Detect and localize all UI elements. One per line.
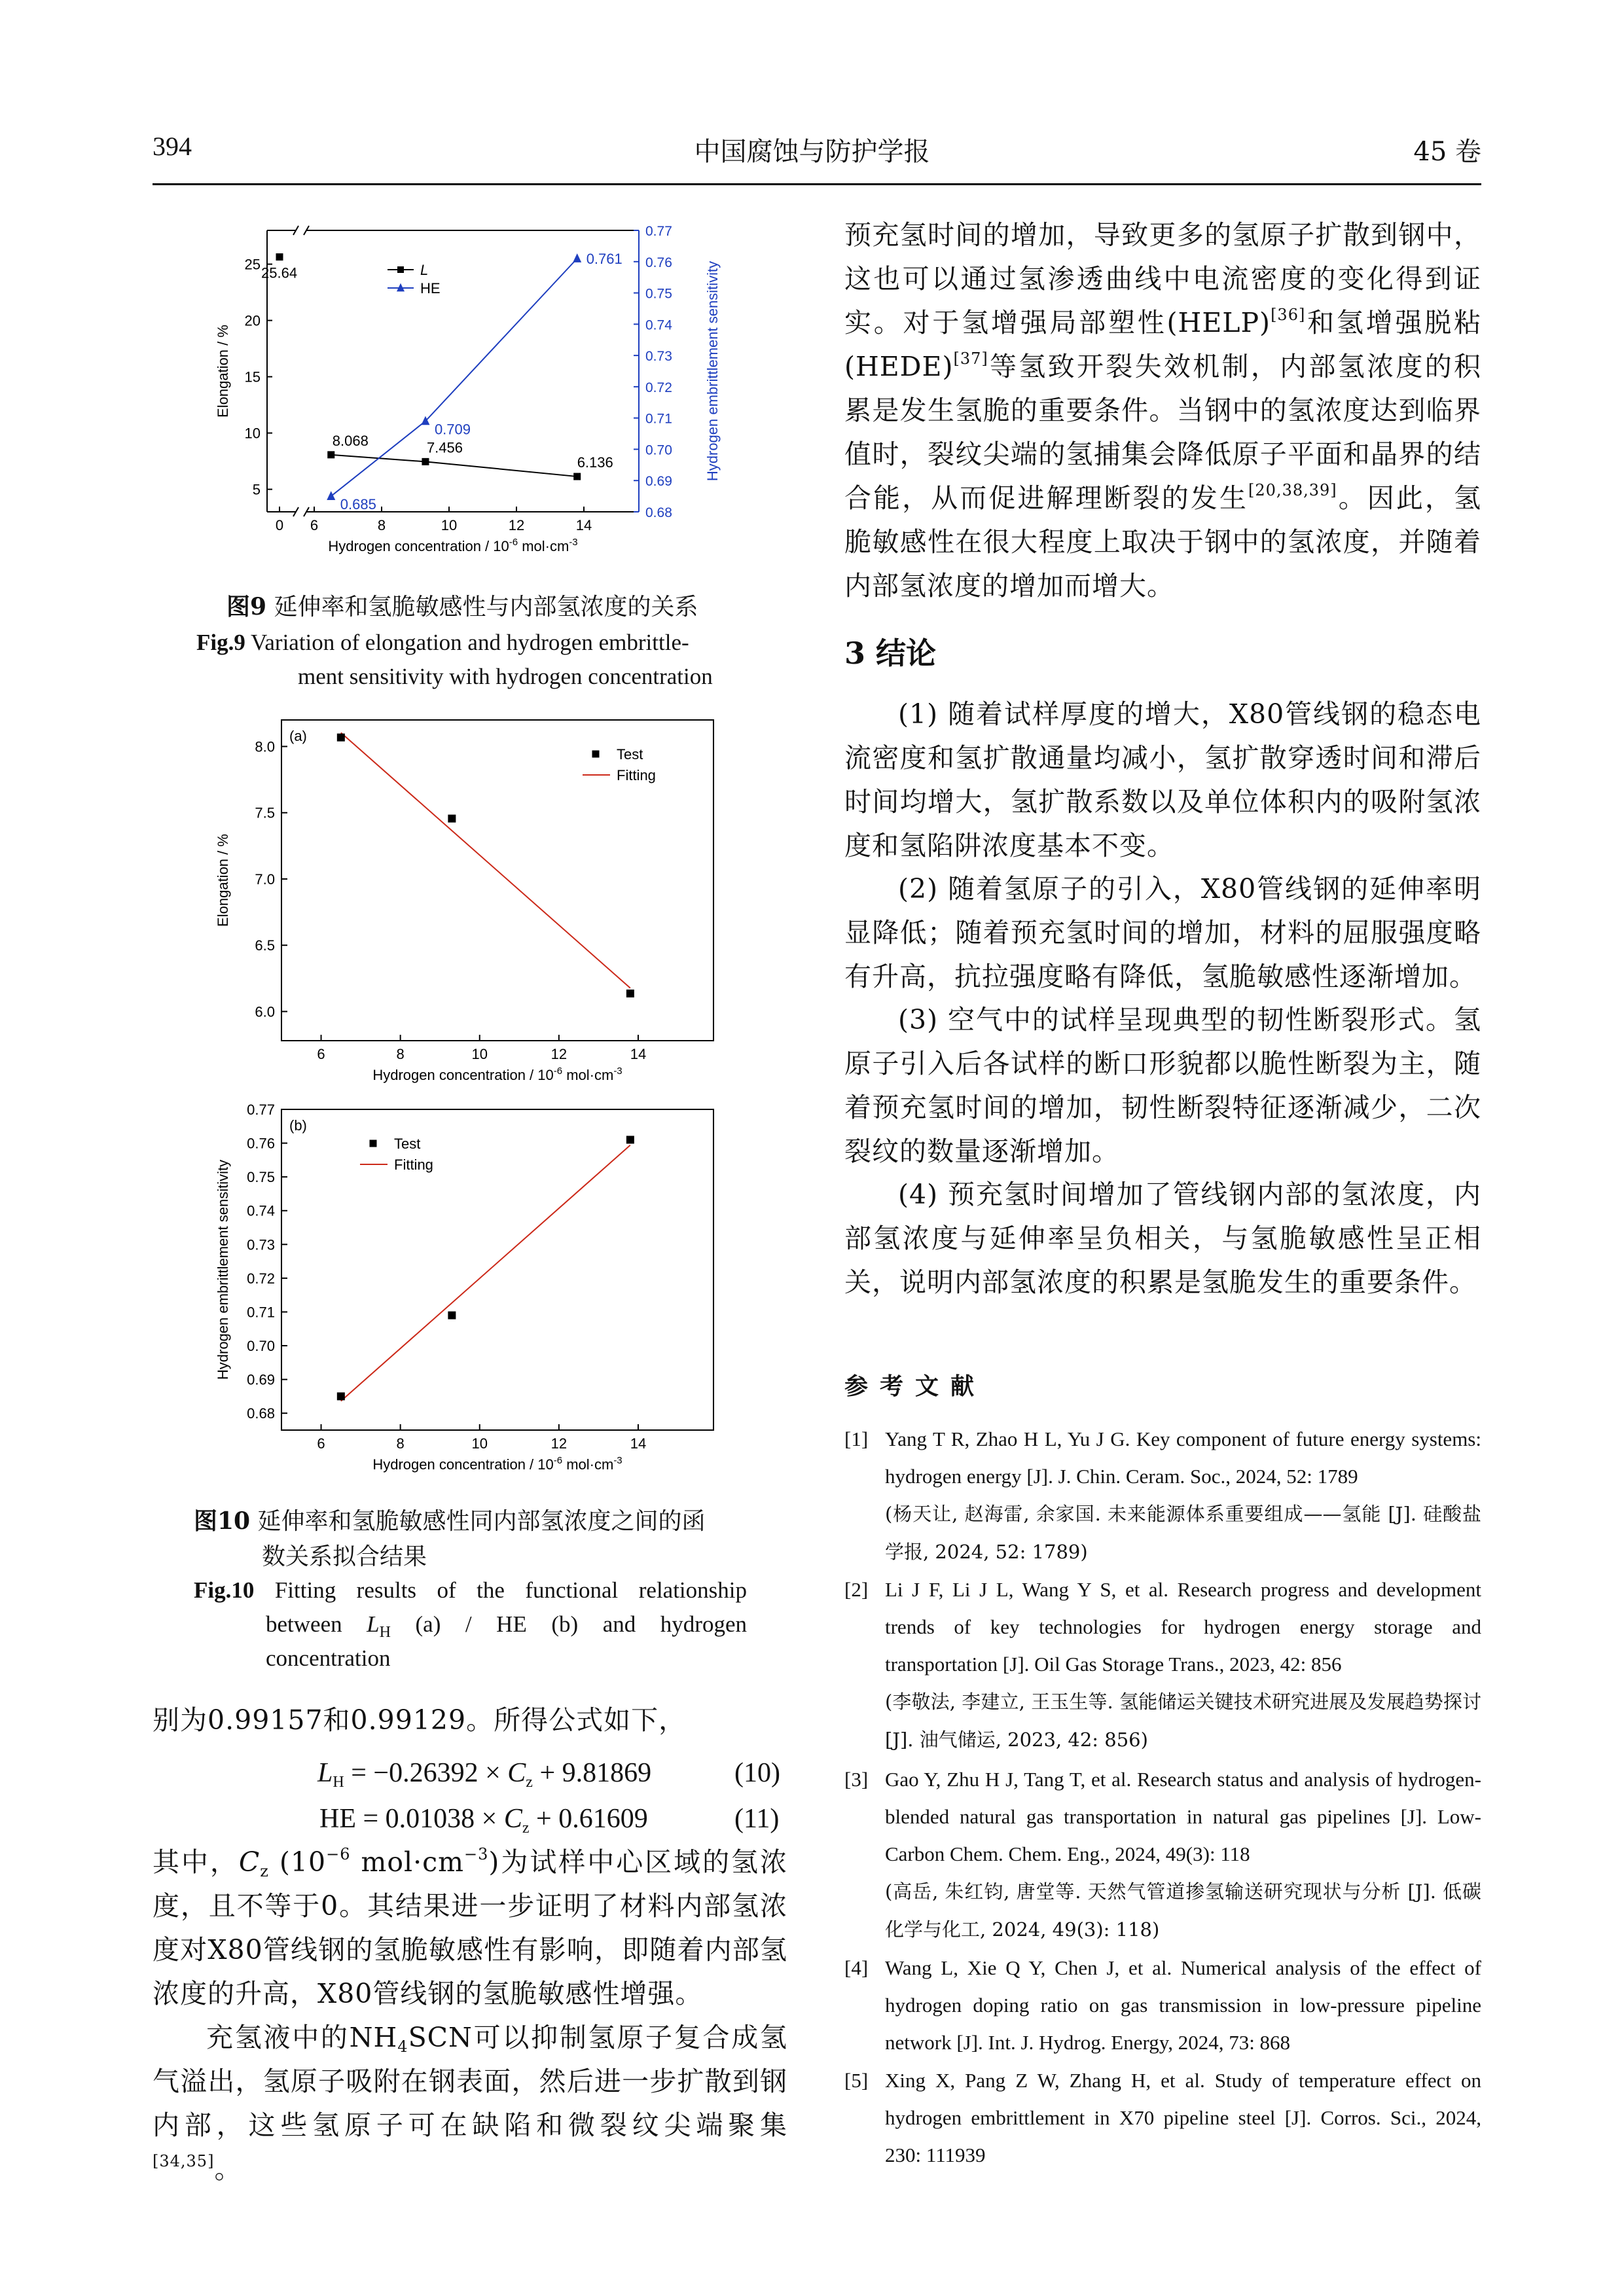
fig9-x-tick-label: 6	[310, 517, 319, 533]
fig10a-legend-fit-label: Fitting	[617, 767, 656, 783]
fig10a-panel-label: (a)	[289, 728, 307, 744]
fig10b-y-tick-label: 0.68	[247, 1405, 275, 1422]
fig9-y-left-tick-label: 25	[244, 256, 261, 273]
eq10-var-sub: z	[526, 1774, 533, 1791]
fig9-series-L-label: 6.136	[577, 454, 613, 471]
fig9-series-HE-point	[327, 491, 335, 500]
fig9-ylabel-left: Elongation / %	[215, 325, 231, 418]
eq10-tail: + 9.81869	[532, 1758, 652, 1788]
reference-5	[844, 2062, 1481, 2176]
rp1-sup2: [37]	[953, 350, 988, 368]
fig9-series-HE-point	[573, 253, 581, 262]
fig10a-y-tick-label: 8.0	[255, 738, 275, 755]
ref3-cn: (高岳, 朱红钧, 唐堂等. 天然气管道掺氢输送研究现状与分析 [J]. 低碳化学与化工, 2024, 49(3): 118)	[885, 1880, 1481, 1941]
fig9-y-right-tick-label: 0.77	[645, 224, 672, 239]
fig9-caption-en-line2: ment sensitivity with hydrogen concentration	[298, 664, 713, 689]
fig10b-legend-test-label: Test	[394, 1136, 421, 1152]
fig10a-legend-test-label: Test	[617, 746, 643, 762]
fig9-y-right-tick-label: 0.74	[645, 317, 672, 333]
fig10-caption-cn	[194, 1503, 783, 1575]
fig10b-legend-test-marker	[370, 1140, 377, 1147]
ref1-cn: (杨天让, 赵海雷, 余家国. 未来能源体系重要组成——氢能 [J]. 硅酸盐学报, 2024, 52: 1789)	[885, 1503, 1481, 1563]
left-paragraph-2	[153, 2016, 787, 2191]
fig9-caption-en-line1: Variation of elongation and hydrogen embrittle-	[245, 630, 689, 655]
page-number: 394	[153, 132, 192, 161]
conclusion-4: (4) 预充氢时间增加了管线钢内部的氢浓度，内部氢浓度与延伸率呈负相关，与氢脆敏感性呈正相关，说明内部氢浓度的积累是氢脆发生的重要条件。	[844, 1179, 1481, 1298]
fig10b-test-point	[337, 1392, 345, 1400]
eq11-var-sub: z	[522, 1820, 530, 1837]
ref3-en: Gao Y, Zhu H J, Tang T, et al. Research status and analysis of hydrogen-blended natural gas transportation in natural gas pipelines [J]. Low-Carbon Chem. Chem. Eng., 2024, 49(3): 118	[885, 1768, 1481, 1865]
fig10a-test-point	[448, 815, 456, 823]
right-paragraph-1	[844, 213, 1481, 608]
eq10-number: (10)	[734, 1758, 780, 1788]
fig10a-x-tick-label: 10	[471, 1046, 488, 1062]
fig10b-test-point	[626, 1136, 634, 1143]
fig10a-x-tick-label: 14	[630, 1046, 647, 1062]
lp1-c: mol·cm	[350, 1846, 465, 1878]
ref5-en: Xing X, Pang Z W, Zhang H, et al. Study of temperature effect on hydrogen embrittlement in X70 pipeline steel [J]. Corros. Sci., 2024, 230: 111939	[885, 2069, 1481, 2166]
fig9-chart	[209, 216, 733, 583]
fig10-caption-en-label: Fig.10	[194, 1577, 255, 1603]
lp1-d: )为试样中心区域的氢浓度，且不等于0。其结果进一步证明了材料内部氢浓度对X80管线钢的氢脆敏感性有影响，即随着内部氢浓度的升高，X80管线钢的氢脆敏感性增强。	[153, 1846, 788, 2009]
lp2-b: SCN可以抑制氢原子复合成氢气溢出，氢原子吸附在钢表面，然后进一步扩散到钢内部，这些氢原子可在缺陷和微裂纹尖端聚集	[153, 2022, 787, 2141]
fig9-legend-L-label: L	[420, 262, 429, 278]
fig9-y-right-tick-label: 0.76	[645, 255, 672, 270]
fig9-series-L-point	[573, 473, 581, 480]
eq10-rhs: = −0.26392 ×	[344, 1758, 508, 1788]
fig9-y-right-tick-label: 0.72	[645, 380, 672, 395]
eq11-number: (11)	[734, 1804, 780, 1834]
lp2-a: 充氢液中的NH	[206, 2022, 398, 2053]
fig10-caption-en-lh-sub: H	[379, 1624, 391, 1641]
fig10a-test-point	[626, 990, 634, 997]
fig9-y-left-tick-label: 20	[244, 312, 261, 329]
fig10b-y-tick-label: 0.70	[247, 1338, 275, 1355]
fig9-caption-en-label: Fig.9	[196, 630, 245, 655]
references-heading: 参考文献	[844, 1372, 986, 1400]
fig9-extra-point	[276, 253, 283, 260]
fig9-y-right-tick-label: 0.73	[645, 349, 672, 365]
equation-10	[317, 1757, 651, 1789]
fig10a-legend-test-marker	[592, 751, 600, 758]
reference-1	[844, 1420, 1481, 1571]
ref2-cn: (李敬法, 李建立, 王玉生等. 氢能储运关键技术研究进展及发展趋势探讨 [J]. 油气储运, 2023, 42: 856)	[885, 1691, 1481, 1751]
fig10a-y-tick-label: 6.5	[255, 937, 275, 954]
fig9-x-tick-label: 8	[377, 517, 386, 533]
ref4-num: [4]	[844, 1956, 869, 1979]
coefficient-line: 别为0.99157和0.99129。所得公式如下，	[153, 1704, 687, 1736]
fig9-y-left-tick-label: 10	[244, 425, 261, 442]
fig9-y-right-tick-label: 0.70	[645, 442, 672, 458]
fig10b-y-tick-label: 0.74	[247, 1202, 275, 1219]
fig10-caption-en-lh: L	[367, 1611, 380, 1637]
fig9-legend-HE-label: HE	[420, 280, 441, 296]
fig10b-y-tick-label: 0.77	[247, 1103, 275, 1118]
fig9-series-HE-line	[331, 259, 577, 496]
lp1-b-sup: −6	[326, 1845, 351, 1863]
fig10b-y-tick-label: 0.71	[247, 1304, 275, 1321]
fig10a-x-tick-label: 12	[550, 1046, 568, 1062]
fig10a-x-tick-label: 6	[317, 1046, 325, 1062]
fig9-caption-en	[196, 626, 785, 694]
volume-label: 45 卷	[1413, 137, 1481, 167]
fig10a-test-point	[337, 734, 345, 742]
reference-4	[844, 1949, 1481, 2064]
fig10-caption-en	[194, 1573, 747, 1676]
fig9-x-tick-label: 0	[275, 517, 284, 533]
rp1-sup1: [36]	[1271, 306, 1306, 324]
conclusion-2: (2) 随着氢原子的引入，X80管线钢的延伸率明显降低；随着预充氢时间的增加，材料的屈服强度略有升高，抗拉强度略有降低，氢脆敏感性逐渐增加。	[844, 873, 1481, 992]
fig10b-y-tick-label: 0.72	[247, 1270, 275, 1287]
eq11-var: C	[503, 1804, 522, 1834]
fig9-extra-point-label: 25.64	[261, 264, 298, 281]
fig10a-ylabel: Elongation / %	[215, 834, 231, 927]
ref1-en: Yang T R, Zhao H L, Yu J G. Key component of future energy systems: hydrogen energy [J]. J. Chin. Ceram. Soc., 2024, 52: 1789	[885, 1427, 1481, 1488]
fig9-x-tick-label: 14	[575, 517, 592, 533]
rp1-a: 预充氢时间的增加，导致更多的氢原子扩散到钢中，这也可以通过氢渗透曲线中电流密度的变化得到证实。对于氢增强局部塑性(HELP)	[844, 219, 1481, 338]
ref2-en: Li J F, Li J L, Wang Y S, et al. Research progress and development trends of key technologies for hydrogen energy storage and transportation [J]. Oil Gas Storage Trans., 2023, 42: 856	[885, 1578, 1481, 1676]
rp1-d: 。因此，氢脆敏感性在很大程度上取决于钢中的氢浓度，并随着内部氢浓度的增加而增大。	[844, 482, 1482, 601]
fig9-y-right-tick-label: 0.75	[645, 286, 672, 302]
left-paragraph-1	[153, 1840, 787, 2016]
fig10a-x-tick-label: 8	[396, 1046, 405, 1062]
eq10-lhs: L	[317, 1758, 333, 1788]
fig10b-y-tick-label: 0.73	[247, 1236, 275, 1253]
fig10-caption-en-line3: concentration	[266, 1645, 391, 1671]
ref5-num: [5]	[844, 2069, 869, 2092]
fig10a-y-tick-label: 6.0	[255, 1003, 275, 1020]
fig10a-fit-line	[341, 732, 630, 988]
fig10a-xlabel: Hydrogen concentration / $10^{-6}$ $mol\cdot cm^{-3}$	[372, 1066, 623, 1083]
ref4-en: Wang L, Xie Q Y, Chen J, et al. Numerical analysis of the effect of hydrogen doping ratio on gas transmission in low-pressure pipeline network [J]. Int. J. Hydrog. Energy, 2024, 73: 868	[885, 1956, 1481, 2054]
equation-11	[319, 1803, 648, 1835]
fig9-series-L-line	[331, 455, 577, 476]
fig9-series-L-label: 8.068	[332, 432, 369, 449]
fig9-caption-cn	[226, 589, 698, 625]
fig10b-panel-label: (b)	[289, 1117, 307, 1134]
fig10b-chart	[209, 1103, 733, 1489]
reference-2	[844, 1571, 1481, 1757]
fig9-series-HE-label: 0.685	[340, 496, 376, 513]
fig9-y-right-tick-label: 0.68	[645, 505, 672, 520]
rp1-b: 和氢增强脱粘(HEDE)	[844, 307, 1481, 382]
header-rule	[153, 183, 1481, 185]
eq11-lhs: HE = 0.01038 ×	[319, 1804, 504, 1834]
lp2-sup: [34,35]	[153, 2152, 215, 2170]
rp1-c: 等氢致开裂失效机制，内部氢浓度的积累是发生氢脆的重要条件。当钢中的氢浓度达到临界值时，裂纹尖端的氢捕集会降低原子平面和晶界的结合能，从而促进解理断裂的发生	[844, 351, 1481, 514]
ref3-num: [3]	[844, 1768, 869, 1791]
lp2-c: 。	[214, 2153, 242, 2185]
lp1-b: (10	[268, 1846, 327, 1878]
fig9-caption-cn-text: 延伸率和氢脆敏感性与内部氢浓度的关系	[266, 594, 698, 620]
conclusion-1: (1) 随着试样厚度的增大，X80管线钢的稳态电流密度和氢扩散通量均减小，氢扩散穿透时间和滞后时间均增大，氢扩散系数以及单位体积内的吸附氢浓度和氢陷阱浓度基本不变。	[844, 698, 1481, 861]
fig10-caption-en-line2a: between	[266, 1611, 342, 1637]
fig9-y-left-tick-label: 15	[244, 368, 261, 386]
lp1-var: C	[238, 1846, 261, 1878]
fig10a-y-tick-label: 7.5	[255, 804, 275, 821]
lp1-a: 其中，	[153, 1846, 239, 1878]
conclusion-3: (3) 空气中的试样呈现典型的韧性断裂形式。氢原子引入后各试样的断口形貌都以脆性断裂为主，随着预充氢时间的增加，韧性断裂特征逐渐减少，二次裂纹的数量逐渐增加。	[844, 1004, 1481, 1167]
rp1-sup3: [20,38,39]	[1248, 481, 1337, 499]
fig9-series-L-point	[422, 458, 429, 465]
fig10-caption-cn-line1: 延伸率和氢脆敏感性同内部氢浓度之间的函	[250, 1508, 706, 1535]
fig10-caption-cn-line2: 数关系拟合结果	[262, 1543, 427, 1570]
fig10b-x-tick-label: 8	[396, 1435, 405, 1452]
fig10a-chart	[209, 713, 733, 1100]
fig10b-plot-frame	[281, 1109, 713, 1430]
fig10b-y-tick-label: 0.69	[247, 1371, 275, 1388]
fig10b-xlabel: Hydrogen concentration / $10^{-6}$ $mol\cdot cm^{-3}$	[372, 1455, 623, 1473]
fig10b-x-tick-label: 10	[471, 1435, 488, 1452]
fig10-caption-en-line1: Fitting results of the functional relationship	[254, 1577, 747, 1603]
reference-3	[844, 1761, 1481, 1947]
fig10b-ylabel: Hydrogen embrittlement sensitivity	[215, 1159, 231, 1380]
journal-title: 中国腐蚀与防护学报	[694, 137, 930, 167]
fig9-series-HE-label: 0.761	[586, 251, 623, 267]
fig10b-fit-line	[341, 1145, 630, 1401]
fig10b-x-tick-label: 6	[317, 1435, 325, 1452]
fig9-y-right-tick-label: 0.71	[645, 411, 672, 427]
fig10a-y-tick-label: 7.0	[255, 870, 275, 888]
lp1-c-sup: −3	[464, 1845, 489, 1863]
fig9-y-right-tick-label: 0.69	[645, 474, 672, 490]
fig10b-x-tick-label: 14	[630, 1435, 647, 1452]
ref2-num: [2]	[844, 1578, 869, 1601]
fig9-caption-cn-label: 图9	[226, 593, 267, 620]
ref1-num: [1]	[844, 1427, 869, 1450]
fig9-ylabel-right: Hydrogen embrittlement sensitivity	[704, 260, 721, 482]
eq11-tail: + 0.61609	[529, 1804, 648, 1834]
fig10-caption-cn-label: 图10	[194, 1507, 251, 1535]
fig10b-test-point	[448, 1312, 456, 1319]
fig9-x-tick-label: 10	[441, 517, 458, 533]
fig10b-x-tick-label: 12	[550, 1435, 568, 1452]
fig9-series-L-point	[327, 451, 334, 458]
fig9-y-left-tick-label: 5	[252, 481, 261, 498]
fig9-x-tick-label: 12	[508, 517, 525, 533]
fig10b-y-tick-label: 0.75	[247, 1169, 275, 1186]
lp2-sub: 4	[397, 2037, 408, 2056]
section-heading-conclusion: 3 结论	[844, 636, 937, 671]
fig10-caption-en-line2d: (a) / HE (b) and hydrogen	[415, 1611, 747, 1637]
fig10b-y-tick-label: 0.76	[247, 1135, 275, 1152]
fig9-legend-L-marker	[397, 266, 404, 273]
eq10-lhs-sub: H	[333, 1774, 344, 1791]
eq10-var: C	[507, 1758, 526, 1788]
lp1-var-sub: z	[260, 1862, 269, 1880]
fig9-xlabel: Hydrogen concentration / $10^{-6}$ $mol\cdot cm^{-3}$	[328, 537, 578, 554]
fig9-series-HE-label: 0.709	[434, 421, 471, 438]
fig10b-legend-fit-label: Fitting	[394, 1157, 433, 1173]
fig9-series-L-label: 7.456	[426, 439, 463, 456]
